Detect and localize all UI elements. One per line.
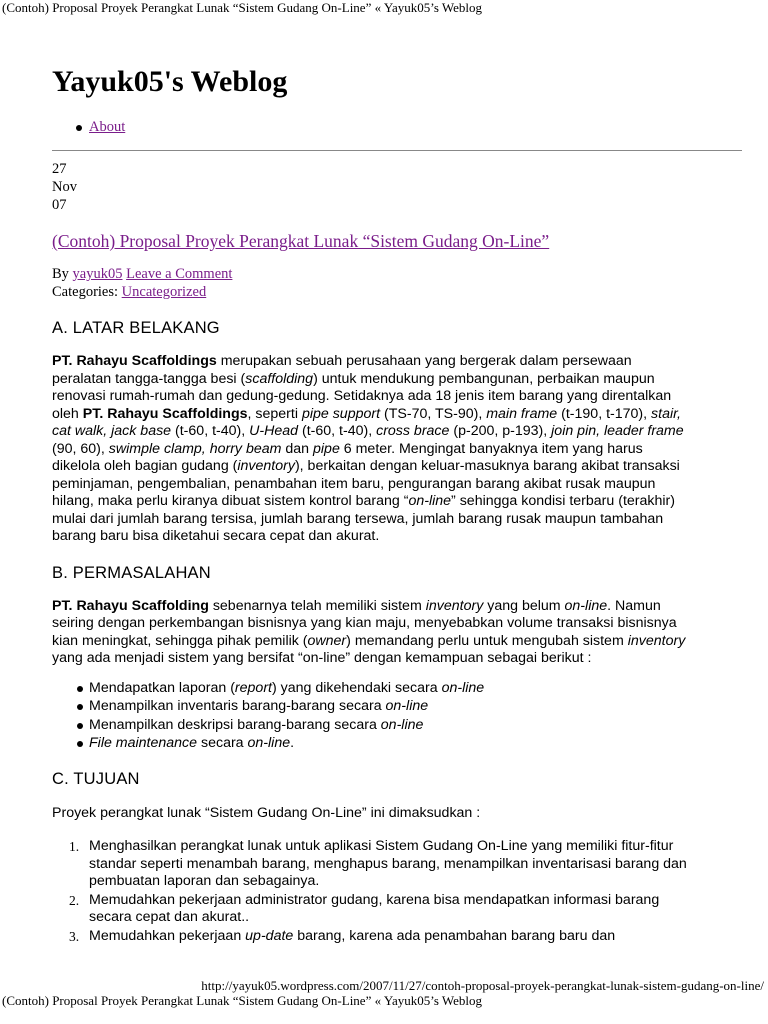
italic-text: inventory [627,632,686,649]
text-run: . Namun [607,597,661,614]
list-item [52,734,768,753]
section-a-heading: A. LATAR BELAKANG [52,319,220,337]
section-c-intro: Proyek perangkat lunak “Sistem Gudang On-Line” ini dimaksudkan : [52,804,481,821]
bold-text: PT. Rahayu Scaffoldings [82,405,248,422]
text-run: ) yang dikehendaki secara [271,679,442,696]
text-run: renovasi rumah-rumah dan gedung-gedung. Setidaknya ada 18 jenis item barang yang direntalkan [52,388,672,404]
text-run: dan [281,440,314,457]
post-categories [52,283,232,301]
text-run: merupakan sebuah perusahaan yang bergerak dalam persewaan [216,353,632,369]
section-c-heading: C. TUJUAN [52,769,140,788]
print-header-title: (Contoh) Proposal Proyek Perangkat Lunak “Sistem Gudang On-Line” « Yayuk05’s Weblog [2,0,483,15]
text-run: Menampilkan deskripsi barang-barang secara [89,716,381,733]
text-run: (p-200, p-193), [449,423,552,439]
header-divider [52,150,742,151]
list-item-number: 3. [69,928,80,944]
by-label: By [52,266,69,282]
text-run: . [290,735,295,751]
italic-text: pipe support [301,405,381,422]
leave-comment-link[interactable]: Leave a Comment [126,266,233,282]
italic-text: on-line [408,493,452,509]
text-run: hilang, maka perlu kiranya dibuat sistem kontrol barang “ [52,493,409,509]
post-title [52,230,549,252]
italic-text: File maintenance [89,735,198,751]
category-link[interactable]: Uncategorized [121,284,207,300]
list-item-text [89,892,659,926]
italic-text: scaffolding [245,370,314,387]
list-item-text [89,928,615,944]
text-run: ” sehingga kondisi terbaru (terakhir) [451,493,675,509]
post-content [52,318,768,946]
text-run: peralatan tangga-tangga besi ( [52,370,246,387]
text-run: peminjaman, pengembalian, penambahan item baru, pengurangan barang akibat rusak maupun [52,475,656,492]
text-run: (90, 60), [52,440,109,457]
author-link[interactable]: yayuk05 [72,266,123,282]
text-run: oleh [52,405,83,422]
text-run: standar seperti menambah barang, menghapus barang, menampilkan inventarisasi barang dan [89,855,687,872]
bold-text: PT. Rahayu Scaffoldings [52,353,217,369]
italic-text: on-line [441,679,485,696]
text-run: 6 meter. Mengingat banyaknya item yang harus [339,440,643,457]
list-item [52,928,768,946]
blog-nav [52,118,125,136]
text-run: seiring dengan perkembangan bisnisnya yang kian maju, menyebabkan volume transaksi bisnisnya [52,615,677,631]
print-footer-url: http://yayuk05.wordpress.com/2007/11/27/contoh-proposal-proyek-perangkat-lunak-sistem-gudang-on-line/ [201,978,764,993]
italic-text: stair, [651,405,681,422]
text-run: dikelola oleh bagian gudang ( [52,458,238,474]
text-run: ) memandang perlu untuk mengubah sistem [346,632,628,649]
section-a-paragraph [52,353,768,546]
list-item [52,679,768,698]
section-b-capabilities-list [52,679,768,753]
text-run: ), berkaitan dengan keluar-masuknya barang akibat transaksi [294,458,680,474]
post-date [52,160,77,214]
text-run: yang ada menjadi sistem yang bersifat “on-line” dengan kemampuan sebagai berikut : [52,650,592,666]
section-b-paragraph [52,598,768,668]
italic-text: inventory [425,597,484,614]
text-run: Menghasilkan perangkat lunak untuk aplikasi Sistem Gudang On-Line yang memiliki fitur-fitur [89,838,674,854]
italic-text: swimple clamp, horry beam [108,440,282,457]
list-item [52,697,768,716]
text-run: (t-60, t-40), [298,423,377,439]
post-date-day: 27 [52,161,67,177]
italic-text: on-line [564,597,608,614]
section-b-heading: B. PERMASALAHAN [52,563,211,582]
italic-text: up-date [245,927,294,944]
text-run: Memudahkan pekerjaan administrator gudang, karena bisa mendapatkan informasi barang [89,891,660,908]
text-run: Menampilkan inventaris barang-barang secara [89,698,386,714]
italic-text: owner [307,632,347,649]
italic-text: main frame [486,405,558,422]
italic-text: join pin, leader frame [551,423,684,439]
categories-label: Categories: [52,284,119,300]
text-run: barang baru bisa diketahui secara cepat dan akurat. [52,528,380,544]
nav-item-about [52,118,125,136]
italic-text: cross brace [376,423,450,439]
italic-text: report [234,679,272,696]
section-c-goals-list [52,838,768,945]
italic-text: on-line [380,716,424,733]
list-item [52,892,768,927]
text-run: yang belum [483,597,565,614]
text-run: secara cepat dan akurat.. [89,909,250,925]
italic-text: cat walk, jack base [52,423,172,439]
text-run: pembuatan laporan dan sebagainya. [89,873,320,889]
post-date-year: 07 [52,197,67,213]
italic-text: inventory [237,458,295,474]
text-run: Memudahkan pekerjaan [89,927,246,944]
list-item [52,716,768,735]
italic-text: pipe [313,440,340,457]
text-run: (t-190, t-170), [557,405,652,422]
text-run: Mendapatkan laporan ( [89,679,235,696]
text-run: barang, karena ada penambahan barang baru dan [293,927,616,944]
text-run: mulai dari jumlah barang tersisa, jumlah barang tersewa, jumlah barang rusak maupun tambahan [52,510,664,527]
text-run: (TS-70, TS-90), [380,405,487,422]
italic-text: on-line [385,698,429,714]
bold-text: PT. Rahayu Scaffolding [52,597,209,614]
post-meta [52,265,232,301]
nav-link-about[interactable]: About [89,119,126,135]
post-title-link[interactable]: (Contoh) Proposal Proyek Perangkat Lunak “Sistem Gudang On-Line” [52,231,550,251]
post-date-month: Nov [52,179,77,195]
italic-text: on-line [247,735,291,751]
blog-title[interactable]: Yayuk05's Weblog [52,65,288,98]
italic-text: U-Head [249,423,299,439]
list-item-text [89,838,687,889]
list-item-number: 1. [69,839,80,854]
text-run: ) untuk mendukung pembangunan, perbaikan maupun [313,370,655,387]
list-item [52,838,768,891]
text-run: , seperti [247,405,302,422]
text-run: (t-60, t-40), [171,423,250,439]
print-footer-title: (Contoh) Proposal Proyek Perangkat Lunak “Sistem Gudang On-Line” « Yayuk05’s Weblog [2,993,483,1008]
text-run: kian meningkat, sehingga pihak pemilik ( [52,632,308,649]
text-run: secara [197,735,248,751]
text-run: sebenarnya telah memiliki sistem [208,597,426,614]
list-item-number: 2. [69,892,80,908]
post-byline [52,265,232,283]
